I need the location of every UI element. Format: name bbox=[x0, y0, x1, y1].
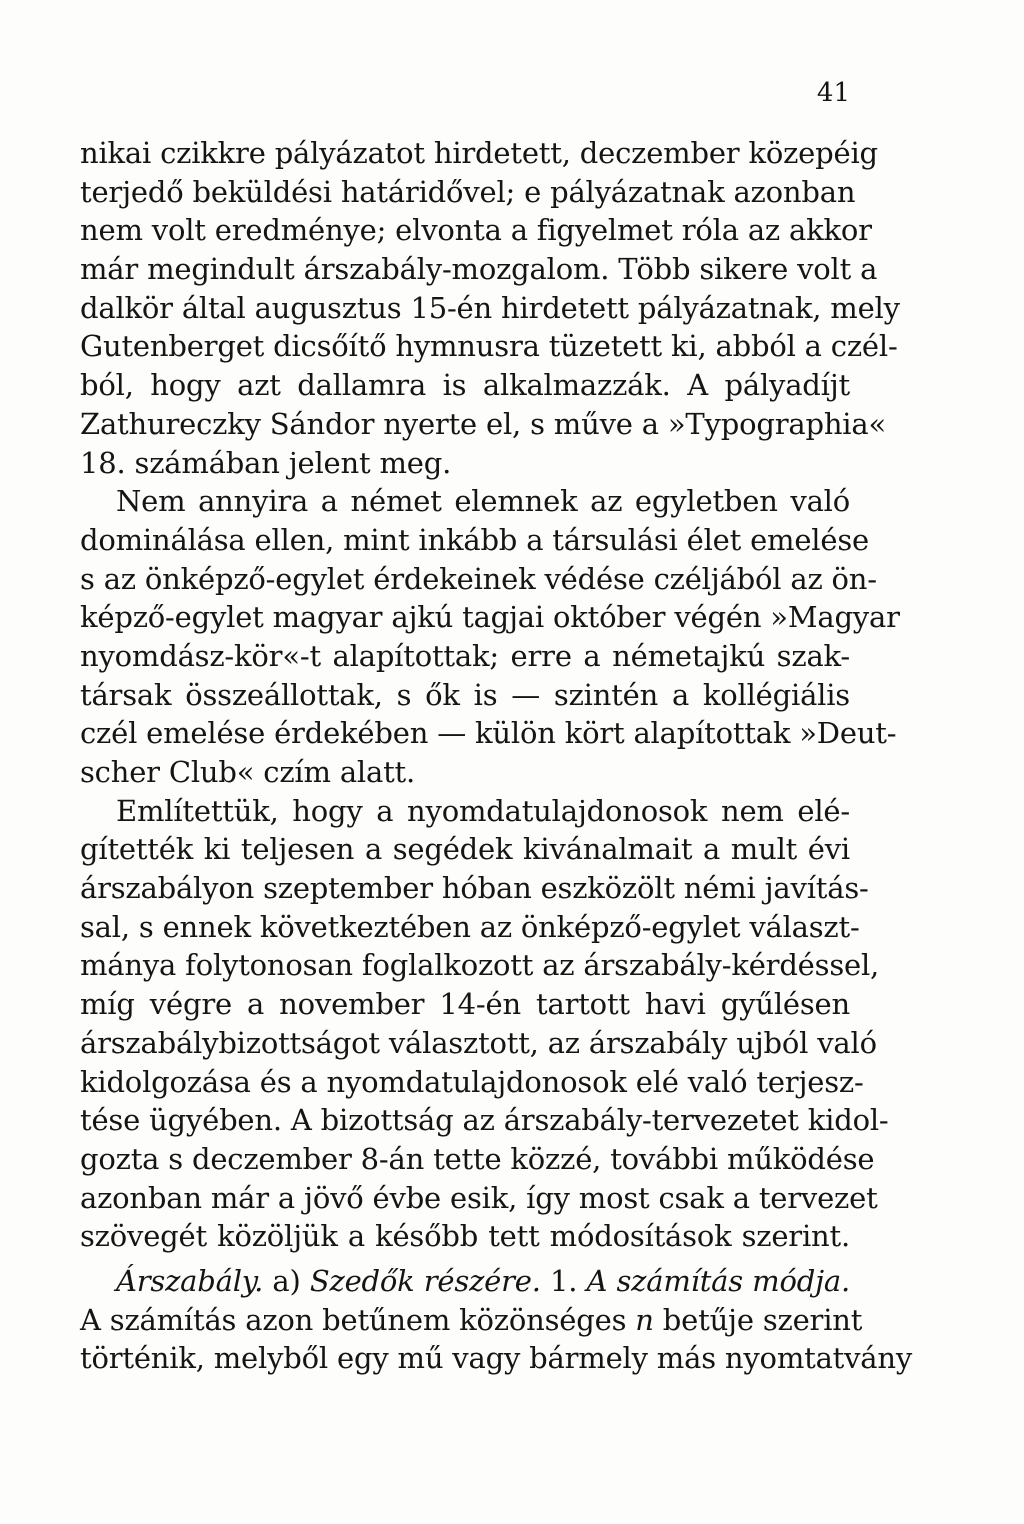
heading-title: Árszabály. bbox=[116, 1263, 264, 1298]
text-line: míg végre a november 14-én tartott havi gyűlésen bbox=[80, 987, 850, 1022]
text-line: szövegét közöljük a később tett módosítások szerint. bbox=[80, 1219, 850, 1254]
text-line: Gutenberget dicsőítő hymnusra tüzetett ki, abból a czél- bbox=[80, 329, 898, 364]
heading-section: A számítás módja. bbox=[586, 1263, 851, 1298]
text-line: ból, hogy azt dallamra is alkalmazzák. A pályadíjt bbox=[80, 368, 850, 403]
heading-sub-label: a) bbox=[263, 1263, 310, 1298]
text-line: czél emelése érdekében — külön kört alapítottak »Deut- bbox=[80, 716, 897, 751]
text-line: Nem annyira a német elemnek az egyletben való bbox=[116, 484, 850, 519]
text-span: A számítás azon betűnem közönséges bbox=[80, 1302, 636, 1337]
text-line: történik, melyből egy mű vagy bármely más nyomtatvány bbox=[80, 1341, 913, 1376]
text-line: 18. számában jelent meg. bbox=[80, 445, 452, 480]
paragraph bbox=[80, 792, 889, 1256]
paragraph bbox=[80, 482, 900, 792]
text-span: betűje szerint bbox=[653, 1302, 863, 1337]
text-line: Említettük, hogy a nyomdatulajdonosok nem elé- bbox=[116, 793, 850, 828]
text-line: scher Club« czím alatt. bbox=[80, 755, 416, 789]
heading-number: 1. bbox=[540, 1263, 587, 1298]
text-line: mánya folytonosan foglalkozott az árszabály-kérdéssel, bbox=[80, 948, 880, 983]
body-text bbox=[80, 134, 913, 1378]
heading-subtitle: Szedők részére. bbox=[309, 1263, 541, 1298]
text-line: dominálása ellen, mint inkább a társulási élet emelése bbox=[80, 522, 869, 557]
text-line: s az önképző-egylet érdekeinek védése czéljából az ön- bbox=[80, 561, 877, 596]
text-line: már megindult árszabály-mozgalom. Több sikere volt a bbox=[80, 252, 878, 287]
text-line: képző-egylet magyar ajkú tagjai október végén »Magyar bbox=[80, 600, 900, 635]
text-line: dalkör által augusztus 15-én hirdetett pályázatnak, mely bbox=[80, 290, 900, 325]
text-line: nikai czikkre pályázatot hirdetett, deczember közepéig bbox=[80, 136, 878, 170]
text-line: terjedő beküldési határidővel; e pályázatnak azonban bbox=[80, 174, 856, 209]
text-line: Zathureczky Sándor nyerte el, s műve a »Typographia« bbox=[80, 406, 887, 441]
text-line: társak összeállottak, s ők is — szintén a kollégiális bbox=[80, 677, 850, 712]
text-line: sal, s ennek következtében az önképző-egylet választ- bbox=[80, 909, 860, 944]
text-line: nyomdász-kör«-t alapítottak; erre a németajkú szak- bbox=[80, 638, 850, 673]
paragraph bbox=[80, 134, 900, 482]
text-line: azonban már a jövő évbe esik, így most csak a tervezet bbox=[80, 1180, 878, 1215]
section-heading bbox=[80, 1262, 850, 1301]
page-number: 41 bbox=[816, 78, 850, 108]
text-line: gítették ki teljesen a segédek kivánalmait a mult évi bbox=[80, 832, 850, 867]
text-line: árszabályon szeptember hóban eszközölt némi javítás- bbox=[80, 871, 869, 906]
text-line: árszabálybizottságot választott, az árszabály ujból való bbox=[80, 1025, 877, 1060]
text-line: nem volt eredménye; elvonta a figyelmet róla az akkor bbox=[80, 213, 872, 248]
text-line bbox=[80, 1301, 863, 1340]
text-line: tése ügyében. A bizottság az árszabály-tervezetet kidol- bbox=[80, 1103, 889, 1138]
italic-letter: n bbox=[635, 1302, 654, 1337]
text-line: gozta s deczember 8-án tette közzé, további működése bbox=[80, 1141, 875, 1176]
text-line: kidolgozása és a nyomdatulajdonosok elé való terjesz- bbox=[80, 1064, 864, 1099]
